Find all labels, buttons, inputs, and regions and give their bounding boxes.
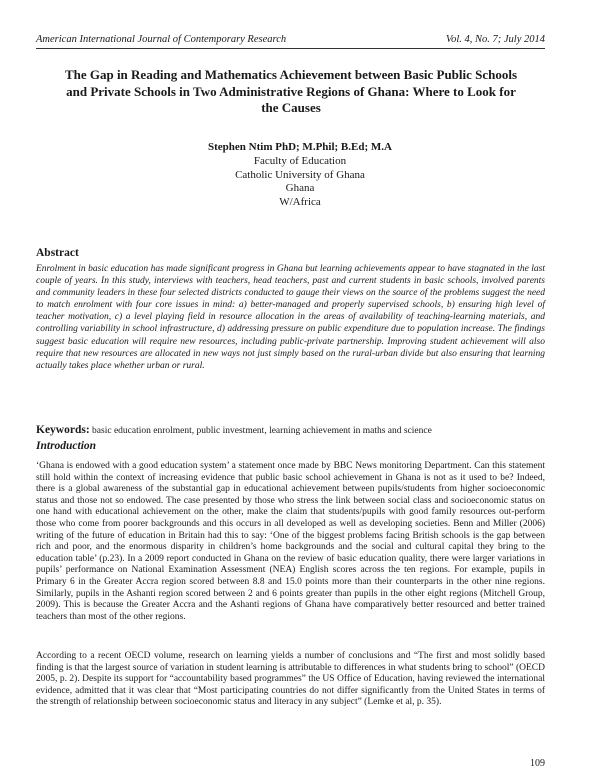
running-header	[36, 34, 545, 48]
body-paragraph: According to a recent OECD volume, research on learning yields a number of conclusions and “The first and most solidly based finding is that the largest source of variation in student learning is attributable to differences in what students bring to school” (OECD 2005, p. 2). Despite its support for “accountability based programmes” the US Office of Education, having reviewed the international evidence, admitted that it was clear that “Most participating countries do not differ significantly from the United States in terms of the strength of relationship between socioeconomic status and literacy in any subject” (Lemke et al, p. 35).	[36, 651, 545, 708]
affiliation-line: W/Africa	[279, 196, 321, 209]
abstract-heading: Abstract	[36, 247, 79, 259]
keywords-text: basic education enrolment, public investment, learning achievement in maths and science	[92, 426, 432, 436]
body-paragraph: ‘Ghana is endowed with a good education system’ a statement once made by BBC News monitoring Department. Can this statement still hold within the context of increasing evidence that public basic school achievement in Ghana is not as it used to be? Indeed, there is a global awareness of the substantial gap in educational achievement between pupils/students from higher socioeconomic status and those not so endowed. The case presented by those who stress the link between social class and socioeconomic status on one hand with educational achievement on the other, make the claim that students/pupils with good family resources out-perform those who come from poorer backgrounds and this occurs in all developed as well as developing societies. Benn and Miller (2006) writing of the future of education in Britain had this to say: ‘One of the biggest problems facing British schools is the gap between rich and poor, and the enormous disparity in children’s home backgrounds and the social and cultural capital they bring to the education table’ (p.23). In a 2009 report conducted in Ghana on the review of basic education quality, there were larger variations in pupils’ performance on National Examination Assessment (NEA) English scores across the ten regions. For example, pupils in Primary 6 in the Greater Accra region scored between 8.8 and 15.0 points more than their counterparts in the other nine regions. Similarly, pupils in the Ashanti region scored between 2 and 6 points greater than pupils in the other eight regions (Mitchell Group, 2009). This is because the Greater Accra and the Ashanti regions of Ghana have comparatively better resourced and better trained teachers than most of the other regions.	[36, 461, 545, 622]
keywords-label: Keywords:	[36, 424, 90, 436]
header-rule	[36, 48, 545, 49]
abstract-text: Enrolment in basic education has made significant progress in Ghana but learning achievements appear to have stagnated in the last couple of years. In this study, interviews with teachers, head teachers, past and current students in basic schools, involved parents and community leaders in these four selected districts conducted to gauge their views on the source of the problems suggest the need to match enrolment with four core issues in mind: a) better-managed and properly supervised schools, b) ensuring high level of teacher motivation, c) a level playing field in resource allocation in the areas of availability of teaching-learning materials, and controlling variability in school infrastructure, d) addressing pressure on public expenditure due to population increase. The findings suggest basic education will require new resources, including public-private partnership. Improving student achievement will also require that new resources are allocated in new ways not just simply based on the rural-urban divide but also ensuring that learning actually takes place whether urban or rural.	[36, 264, 545, 371]
affiliation-line: Faculty of Education	[253, 154, 347, 167]
keywords	[36, 424, 545, 436]
paper-title: The Gap in Reading and Mathematics Achievement between Basic Public Schools and Private Schools in Two Administrative Regions of Ghana: Where to Look for the Causes	[64, 67, 518, 115]
page-number: 109	[530, 758, 545, 769]
introduction-heading: Introduction	[36, 440, 97, 452]
author-name: Stephen Ntim PhD; M.Phil; B.Ed; M.A	[208, 141, 392, 153]
affiliation-line: Catholic University of Ghana	[235, 168, 365, 181]
author-block	[100, 141, 500, 210]
affiliation-line: Ghana	[285, 182, 315, 195]
issue-info: Vol. 4, No. 7; July 2014	[445, 34, 545, 45]
journal-name: American International Journal of Contemporary Research	[36, 34, 287, 45]
